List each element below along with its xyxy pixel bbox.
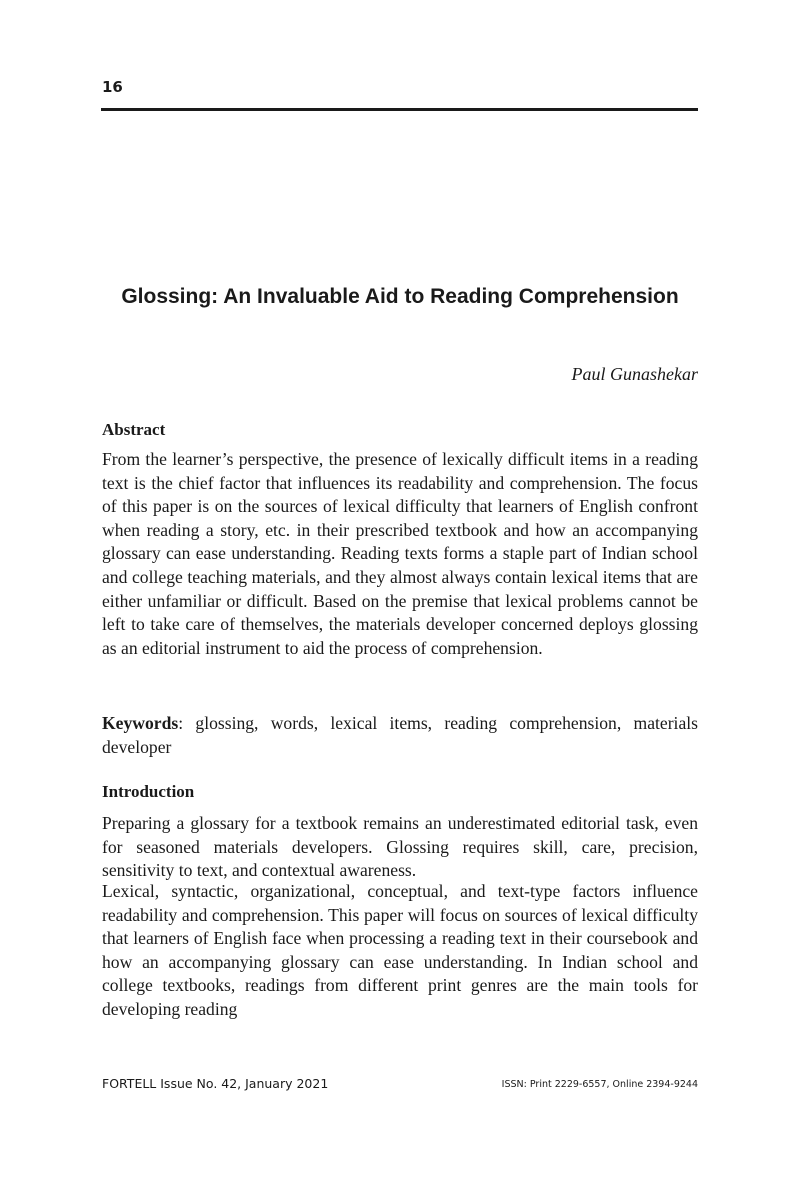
header-rule <box>101 108 698 111</box>
keywords-label: Keywords <box>102 713 179 733</box>
abstract-text: From the learner’s perspective, the presence of lexically difficult items in a reading text is the chief factor that influences its readability and comprehension. The focus of this paper is on the sources of lexical difficulty that learners of English confront when reading a story, etc. in their prescribed textbook and how an accompanying glossary can ease understanding. Reading texts forms a staple part of Indian school and college teaching materials, and they almost always contain lexical items that are either unfamiliar or difficult. Based on the premise that lexical problems cannot be left to take care of themselves, the materials developer concerned deploys glossing as an editorial instrument to aid the process of comprehension. <box>102 449 698 658</box>
footer-journal-info: FORTELL Issue No. 42, January 2021 <box>102 1076 329 1091</box>
introduction-paragraph: Lexical, syntactic, organizational, conceptual, and text-type factors influence readability and comprehension. This paper will focus on sources of lexical difficulty that learners of English face when processing a reading text in their coursebook and how an accompanying glossary can ease understanding. In Indian school and college textbooks, readings from different print genres are the main tools for developing reading <box>102 881 698 1019</box>
keywords-paragraph <box>102 712 698 759</box>
introduction-heading: Introduction <box>102 782 195 801</box>
introduction-paragraph: Preparing a glossary for a textbook remains an underestimated editorial task, even for seasoned materials developers. Glossing requires skill, care, precision, sensitivity to text, and contextual awareness. <box>102 813 698 881</box>
page-number: 16 <box>102 78 123 96</box>
keywords-text: : glossing, words, lexical items, reading comprehension, materials developer <box>102 713 698 757</box>
abstract-heading: Abstract <box>102 420 166 439</box>
article-author: Paul Gunashekar <box>571 364 698 384</box>
footer-issn: ISSN: Print 2229-6557, Online 2394-9244 <box>501 1079 698 1090</box>
article-title: Glossing: An Invaluable Aid to Reading Comprehension <box>121 285 679 308</box>
